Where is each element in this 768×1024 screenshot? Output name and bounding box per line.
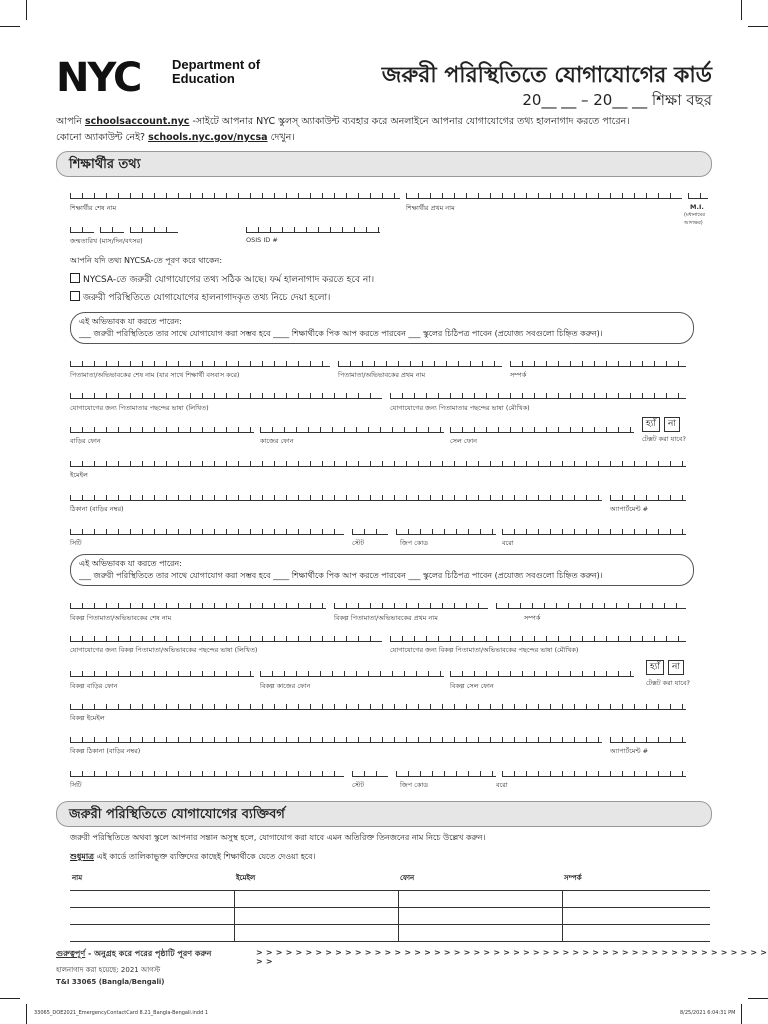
table-row (70, 891, 710, 908)
intro-line-1 (56, 115, 630, 130)
table-cell[interactable] (234, 925, 398, 942)
alt-first-name-label: বিকল্প পিতামাতা/অভিভাবকের প্রথম নাম (334, 614, 438, 622)
state-label: স্টেট (352, 539, 365, 547)
table-cell[interactable] (70, 908, 234, 925)
alt-borough-field[interactable] (502, 764, 686, 777)
print-date: 8/25/2021 6:04:31 PM (680, 1010, 736, 1016)
checkbox[interactable] (70, 291, 80, 301)
intro-text: আপনি (56, 116, 85, 127)
guardian-relation-field[interactable] (510, 354, 686, 367)
next-page-text: - অনুগ্রহ করে পরের পৃষ্ঠাটি পূরণ করুন (85, 949, 212, 958)
student-first-name-field[interactable] (406, 186, 682, 199)
alt-apartment-label: অ্যাপার্টমেন্ট # (610, 747, 649, 755)
crop-mark (26, 0, 27, 20)
section-title: জরুরী পরিস্থিতিতে যোগাযোগের ব্যক্তিবর্গ (69, 807, 285, 822)
text-no-option[interactable]: না (664, 417, 680, 432)
option-label: জরুরী পরিস্থিতিতে যোগাযোগের হালনাগাদকৃত তথ্য নিচে দেয়া হলো। (83, 293, 331, 303)
alt-state-field[interactable] (352, 764, 388, 777)
table-header-row (70, 870, 710, 891)
alt-written-lang-field[interactable] (70, 629, 382, 642)
email-label: ইমেইল (70, 471, 88, 479)
student-last-name-field[interactable] (70, 186, 400, 199)
permissions-heading: এই অভিভাবক যা করতে পারেন: (79, 317, 182, 326)
only-note-text: এই কার্ডে তালিকাভুক্ত ব্যক্তিদের কাছেই শিক্ষার্থীকে যেতে দেওয়া হবে। (94, 852, 316, 861)
option-label: NYCSA-তে জরুরী যোগাযোগের তথ্য সঠিক আছে। ফর্ম হালনাগাদ করতে হবে না। (83, 275, 375, 285)
section-title: শিক্ষার্থীর তথ্য (69, 157, 141, 172)
alt-work-phone-field[interactable] (260, 664, 444, 677)
intro-text: -সাইটে আপনার NYC স্কুলস্ অ্যাকাউন্ট ব্যবহার করে অনলাইনে আপনার যোগাযোগের তথ্য হালনাগাদ করতে পারেন। (189, 116, 630, 127)
apartment-label: অ্যাপার্টমেন্ট # (610, 505, 649, 513)
arrows-decoration: > > > > > > > > > > > > > > > > > > > > > > > > > > > > > > > > > > > > > > > > > > > > > > > > > > > > > > (256, 948, 768, 966)
alt-address-label: বিকল্প ঠিকানা (বাড়ির নম্বর) (70, 747, 141, 755)
student-last-name-label: শিক্ষার্থীর শেষ নাম (70, 204, 117, 212)
updated-date: হালনাগাদ করা হয়েছে: 2021 আগস্ট (56, 966, 161, 974)
guardian-address-field[interactable] (70, 488, 602, 501)
alt-guardian-first-name-field[interactable] (334, 596, 488, 609)
guardian-apartment-field[interactable] (610, 488, 686, 501)
text-question: টেক্সট করা যাবে? (642, 435, 686, 443)
guardian-permissions-box (70, 312, 694, 344)
nycsa-link[interactable]: schools.nyc.gov/nycsa (148, 132, 268, 143)
table-cell[interactable] (70, 925, 234, 942)
guardian-first-name-field[interactable] (338, 354, 502, 367)
column-header-relation: সম্পর্ক (562, 870, 710, 891)
oral-lang-label: যোগাযোগের জন্য পিতামাতার পছন্দের ভাষা (মৌখিক) (390, 404, 530, 412)
table-cell[interactable] (562, 908, 710, 925)
alt-email-label: বিকল্প ইমেইল (70, 714, 105, 722)
column-header-email: ইমেইল (234, 870, 398, 891)
mi-note: (মধ্যনামের আদ্যক্ষর) (684, 212, 705, 226)
alt-oral-lang-field[interactable] (390, 629, 686, 642)
alt-written-lang-label: যোগাযোগের জন্য বিকল্প পিতামাতা/অভিভাবকের পছন্দের ভাষা (লিখিত) (70, 646, 258, 654)
alt-zip-field[interactable] (396, 764, 496, 777)
nyc-logo: NYC (56, 55, 141, 101)
home-phone-label: বাড়ির ফোন (70, 437, 101, 445)
dob-label: জন্মতারিখ (মাস/দিন/বৎসর) (70, 237, 143, 245)
dob-day-field[interactable] (100, 220, 124, 233)
alt-zip-label: জিপ কোড (400, 781, 429, 789)
osis-id-field[interactable] (246, 220, 380, 233)
alt-guardian-last-name-field[interactable] (70, 596, 326, 609)
alt-cell-phone-field[interactable] (450, 664, 634, 677)
dept-line-1: Department of (172, 57, 261, 72)
next-page-note (56, 948, 211, 961)
table-cell[interactable] (234, 891, 398, 908)
table-cell[interactable] (398, 891, 562, 908)
student-first-name-label: শিক্ষার্থীর প্রথম নাম (406, 204, 455, 212)
osis-label: OSIS ID # (246, 236, 278, 244)
alt-city-label: সিটি (70, 781, 82, 789)
alt-guardian-relation-field[interactable] (496, 596, 686, 609)
alt-relation-label: সম্পর্ক (524, 614, 541, 622)
guardian-last-name-field[interactable] (70, 354, 330, 367)
alt-text-no-option[interactable]: না (668, 660, 684, 675)
file-slug: 33065_DOE2021_EmergencyContactCard 8.21_Bangla-Bengali.indd 1 (34, 1010, 209, 1016)
checkbox[interactable] (70, 273, 80, 283)
crop-mark (748, 998, 768, 999)
written-lang-label: যোগাযোগের জন্য পিতামাতার পছন্দের ভাষা (লিখিত) (70, 404, 209, 412)
intro-line-2 (56, 131, 295, 146)
cell-phone-label: সেল ফোন (450, 437, 477, 445)
alt-guardian-permissions-box (70, 554, 694, 586)
guardian-state-field[interactable] (352, 522, 388, 535)
crop-mark (741, 1004, 742, 1024)
table-cell[interactable] (562, 891, 710, 908)
alt-home-phone-label: বিকল্প বাড়ির ফোন (70, 682, 118, 690)
dept-line-2: Education (172, 71, 235, 86)
dob-month-field[interactable] (70, 220, 94, 233)
guardian-home-phone-field[interactable] (70, 420, 254, 433)
guardian-city-field[interactable] (70, 522, 344, 535)
permissions-heading: এই অভিভাবক যা করতে পারেন: (79, 559, 182, 568)
crop-mark (741, 0, 742, 20)
guardian-cell-phone-field[interactable] (450, 420, 634, 433)
nycsa-option-1[interactable] (70, 272, 374, 287)
guardian-zip-field[interactable] (396, 522, 496, 535)
mi-label: M.I. (690, 203, 704, 211)
column-header-phone: ফোন (398, 870, 562, 891)
crop-mark (0, 998, 20, 999)
alt-text-question: টেক্সট করা যাবে? (646, 679, 690, 687)
crop-mark (0, 26, 20, 27)
alt-borough-label: বরো (496, 781, 508, 789)
address-label: ঠিকানা (বাড়ির নম্বর) (70, 505, 124, 513)
only-emphasis: শুধুমাত্র (70, 852, 95, 861)
nycsa-option-2[interactable] (70, 290, 330, 305)
alt-last-name-label: বিকল্প পিতামাতা/অভিভাবকের শেষ নাম (70, 614, 172, 622)
student-mi-field[interactable] (688, 186, 708, 199)
table-row (70, 925, 710, 942)
alt-cell-phone-label: বিকল্প সেল ফোন (450, 682, 494, 690)
important-label: গুরুত্বপূর্ণ (56, 949, 86, 958)
alt-email-field[interactable] (70, 697, 686, 710)
page-title: জরুরী পরিস্থিতিতে যোগাযোগের কার্ড (381, 63, 712, 88)
dob-year-field[interactable] (130, 220, 178, 233)
alt-address-field[interactable] (70, 730, 602, 743)
city-label: সিটি (70, 539, 82, 547)
alt-text-yes-option[interactable]: হ্যাঁ (646, 660, 664, 675)
crop-mark (26, 1004, 27, 1024)
guardian-first-name-label: পিতামাতা/অভিভাবকের প্রথম নাম (338, 371, 426, 379)
emergency-contacts-table (70, 870, 710, 942)
guardian-borough-field[interactable] (502, 522, 686, 535)
permissions-options[interactable]: ___ জরুরী পরিস্থিতিতে তার সাথে যোগাযোগ করা সম্ভব হবে ____ শিক্ষার্থীকে পিক আপ করতে পারবেন ___ স্কুলের চিঠিপত্র পাবেন (প্রযোজ্য সবগুলো চিহ্নিত করুন)। (79, 571, 603, 580)
guardian-email-field[interactable] (70, 454, 686, 467)
alt-work-phone-label: বিকল্প কাজের ফোন (260, 682, 311, 690)
zip-label: জিপ কোড (400, 539, 429, 547)
form-code: T&I 33065 (Bangla/Bengali) (56, 978, 165, 986)
intro-text: দেখুন। (267, 132, 295, 143)
emergency-description: জরুরী পরিস্থিতিতে অথবা স্কুলে আপনার সন্তান অসুস্থ হলে, যোগাযোগ করা যাবে এমন অতিরিক্ত তিনজনের নাম নিচে উল্লেখ করুন। (70, 833, 486, 842)
guardian-work-phone-field[interactable] (260, 420, 444, 433)
table-cell[interactable] (398, 925, 562, 942)
nycsa-question: আপনি যদি তথ্য NYCSA-তে পূরণ করে থাকেন: (70, 256, 223, 265)
column-header-name: নাম (70, 870, 234, 891)
permissions-options[interactable]: ___ জরুরী পরিস্থিতিতে তার সাথে যোগাযোগ করা সম্ভব হবে ____ শিক্ষার্থীকে পিক আপ করতে পারবেন ___ স্কুলের চিঠিপত্র পাবেন (প্রযোজ্য সবগুলো চিহ্নিত করুন)। (79, 329, 603, 338)
guardian-oral-lang-field[interactable] (390, 386, 686, 399)
text-yes-option[interactable]: হ্যাঁ (642, 417, 660, 432)
work-phone-label: কাজের ফোন (260, 437, 294, 445)
schoolsaccount-link[interactable]: schoolsaccount.nyc (84, 116, 190, 127)
guardian-written-lang-field[interactable] (70, 386, 382, 399)
alt-home-phone-field[interactable] (70, 664, 254, 677)
table-cell[interactable] (70, 891, 234, 908)
guardian-last-name-label: পিতামাতা/অভিভাবকের শেষ নাম (যার সাথে শিক্ষার্থী বসবাস করে) (70, 371, 240, 379)
intro-text: কোনো অ্যাকাউন্ট নেই? (56, 132, 149, 143)
borough-label: বরো (502, 539, 514, 547)
alt-city-field[interactable] (70, 764, 344, 777)
emergency-contacts-section (56, 801, 712, 827)
department-name (172, 58, 260, 86)
guardian-relation-label: সম্পর্ক (510, 371, 527, 379)
alt-oral-lang-label: যোগাযোগের জন্য বিকল্প পিতামাতা/অভিভাবকের পছন্দের ভাষা (মৌখিক) (390, 646, 579, 654)
student-info-section (56, 151, 712, 177)
table-cell[interactable] (234, 908, 398, 925)
emergency-only-note (70, 851, 315, 864)
school-year: 20__ __ – 20__ __ শিক্ষা বছর (522, 91, 712, 109)
alt-apartment-field[interactable] (610, 730, 686, 743)
table-cell[interactable] (398, 908, 562, 925)
crop-mark (748, 26, 768, 27)
table-row (70, 908, 710, 925)
alt-state-label: স্টেট (352, 781, 365, 789)
table-cell[interactable] (562, 925, 710, 942)
